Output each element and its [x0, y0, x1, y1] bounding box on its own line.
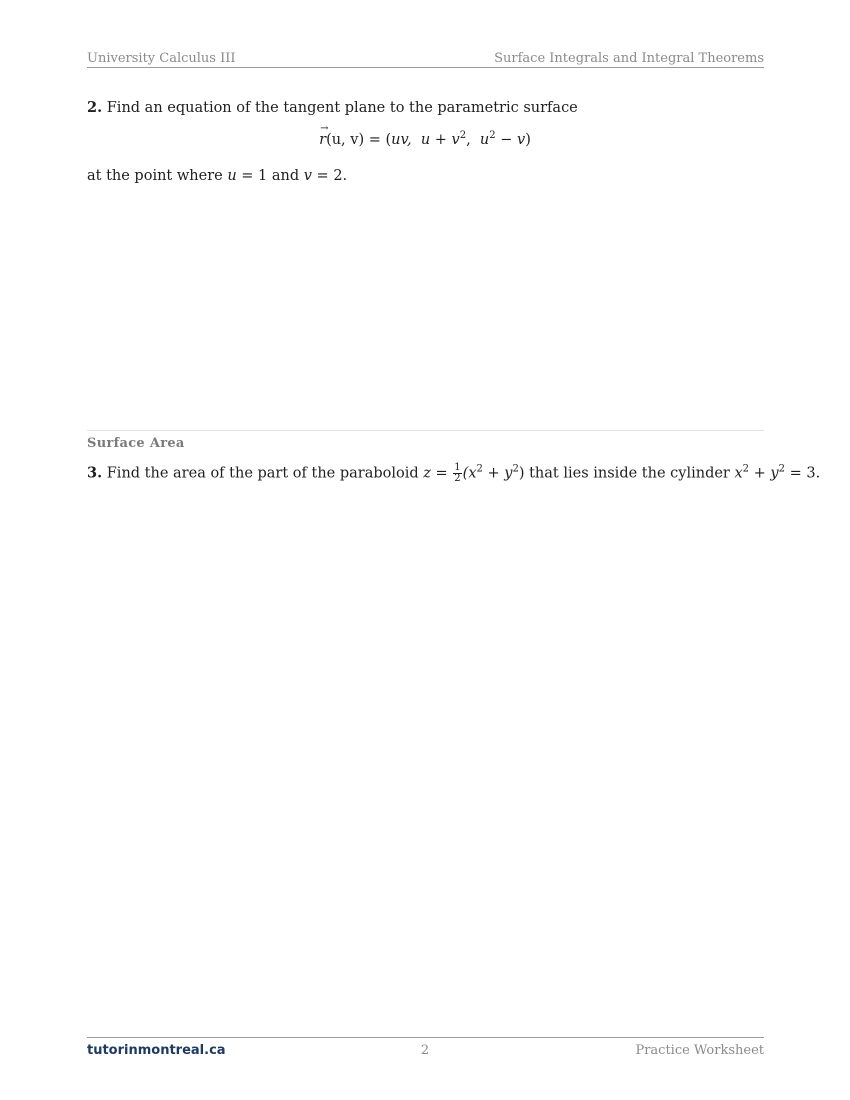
frac-numerator: 1: [454, 462, 461, 473]
problem-2-intro: Find an equation of the tangent plane to the parametric surface: [106, 100, 578, 116]
cylinder-exp-1: 2: [742, 463, 750, 475]
course-title: University Calculus III: [87, 51, 236, 66]
eq-exp-1: 2: [459, 130, 467, 141]
v-var: v: [303, 168, 312, 184]
fraction-half: [453, 463, 461, 484]
z-eq: =: [430, 465, 453, 482]
eq-open: (: [385, 132, 392, 148]
section-title: Surface Area: [87, 436, 185, 451]
problem-3-number: 3.: [87, 464, 103, 482]
u-eq: = 1 and: [236, 168, 304, 184]
paraboloid-exp-2: 2: [512, 463, 519, 475]
vector-arrow-icon: →: [320, 123, 329, 134]
paraboloid-x: (x: [462, 465, 477, 482]
footer-divider: [87, 1037, 764, 1038]
problem-3-text-b: that lies inside the cylinder: [524, 465, 735, 482]
eq-component-3b: − v: [495, 132, 526, 148]
problem-2-prompt: [87, 98, 578, 118]
vector-r: → r: [319, 123, 329, 148]
problem-2-point: [87, 166, 347, 186]
frac-denominator: 2: [454, 473, 461, 484]
problem-2-number: 2.: [87, 99, 103, 116]
section-divider: [87, 430, 764, 431]
eq-component-1: uv,: [391, 132, 412, 148]
eq-exp-2: 2: [489, 130, 496, 141]
chapter-title: Surface Integrals and Integral Theorems: [494, 51, 764, 66]
cylinder-x: x: [734, 465, 743, 482]
problem-3-text-a: Find the area of the part of the paraboloid: [106, 465, 424, 482]
z-var: z: [423, 465, 431, 482]
point-text: at the point where: [87, 168, 228, 184]
parametric-equation: [0, 123, 850, 148]
paraboloid-exp-1: 2: [476, 463, 483, 475]
page-header: [87, 51, 764, 68]
footer-site-link[interactable]: tutorinmontreal.ca: [87, 1043, 226, 1058]
page-number: 2: [420, 1043, 430, 1058]
eq-component-2: u + v: [420, 132, 460, 148]
eq-close: ): [525, 132, 531, 148]
cylinder-eq: = 3.: [784, 465, 821, 482]
eq-comma: ,: [466, 132, 471, 148]
eq-equals: =: [364, 132, 386, 148]
problem-3-prompt: [87, 463, 820, 484]
v-eq: = 2.: [311, 168, 348, 184]
paraboloid-close: ): [518, 465, 525, 482]
cylinder-y: + y: [749, 465, 779, 482]
u-var: u: [227, 168, 237, 184]
cylinder-exp-2: 2: [778, 463, 785, 475]
paraboloid-y: + y: [482, 465, 513, 482]
footer-label: Practice Worksheet: [635, 1043, 764, 1058]
eq-component-3: u: [479, 132, 490, 148]
eq-args: (u, v): [326, 132, 365, 148]
